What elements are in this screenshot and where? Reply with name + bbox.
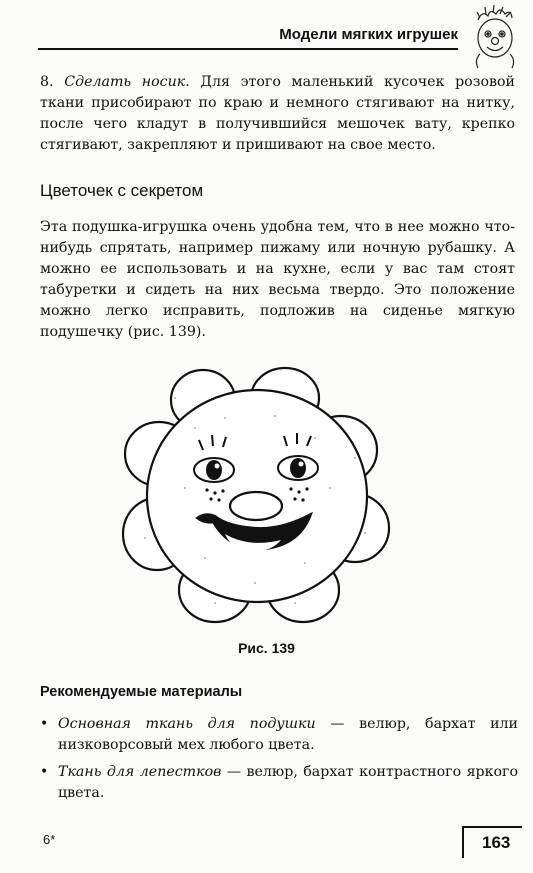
printer-signature: 6* [43, 832, 56, 847]
header-title: Модели мягких игрушек [279, 26, 458, 43]
nose [230, 492, 282, 520]
step-lead: Сделать носик. [64, 74, 190, 90]
figure-caption: Рис. 139 [238, 640, 295, 656]
step-number: 8. [40, 74, 54, 90]
materials-list [40, 714, 518, 810]
item-lead: Основная ткань для подушки [58, 716, 316, 732]
toy-doll-logo-icon [460, 2, 530, 72]
section-title: Цветочек с секретом [40, 181, 204, 200]
item-text: — велюр, бархат контрастного яркого цвета. [58, 764, 518, 801]
header-rule [38, 48, 458, 50]
bullet: • [40, 716, 49, 732]
item-text: — велюр, бархат или низковорсовый мех любого цвета. [58, 716, 518, 753]
step-text: Для этого маленький кусочек розовой ткани присобирают по краю и немного стягивают на нитку, после чего кладут в получившийся мешочек вату, крепко стягивают, закрепляют и пришивают на свое место. [40, 74, 515, 153]
flower-face-illustration [115, 358, 405, 630]
bullet: • [40, 764, 49, 780]
paragraph-nose-step [40, 72, 515, 156]
materials-title: Рекомендуемые материалы [40, 684, 243, 700]
list-item [40, 714, 518, 756]
list-item [40, 762, 518, 804]
running-header [38, 22, 458, 52]
item-lead: Ткань для лепестков [58, 764, 222, 780]
page-number: 163 [482, 833, 511, 852]
paragraph-description: Эта подушка-игрушка очень удобна тем, что в нее можно что-нибудь спрятать, например пижаму или ночную рубашку. А можно ее использовать и на кухне, если у вас там стоят табуретки и сидеть на них весьма твердо. Это положение можно легко исправить, подложив на сиденье мягкую подушечку (рис. 139). [40, 219, 515, 340]
